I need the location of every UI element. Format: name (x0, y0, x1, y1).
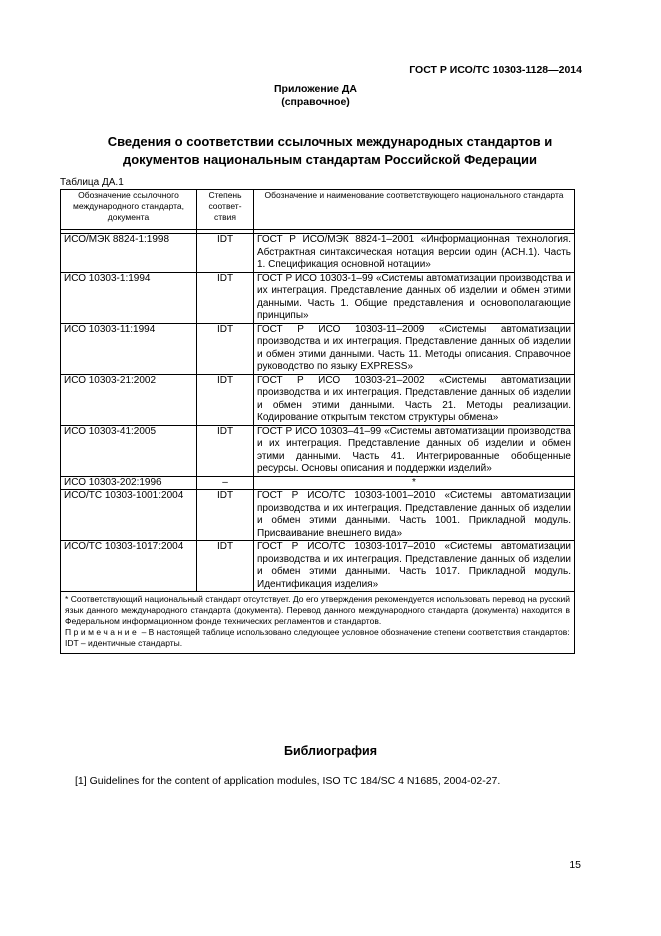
cell-national: ГОСТ Р ИСО/МЭК 8824-1–2001 «Информационная технология. Абстрактная синтаксическая нотация версии один (АСН.1). Часть 1. Спецификация основной нотации» (254, 234, 575, 273)
note-label: Примечание (65, 627, 140, 637)
cell-ref: ИСО/ТС 10303-1001:2004 (61, 490, 197, 541)
cell-degree: IDT (197, 490, 254, 541)
cell-ref: ИСО 10303-11:1994 (61, 323, 197, 374)
section-title (60, 133, 600, 169)
cell-degree: – (197, 476, 254, 490)
cell-ref: ИСО 10303-21:2002 (61, 374, 197, 425)
cell-degree: IDT (197, 272, 254, 323)
table-row (61, 541, 575, 592)
cell-ref: ИСО 10303-1:1994 (61, 272, 197, 323)
table-row (61, 476, 575, 490)
table-row (61, 425, 575, 476)
cell-national: ГОСТ Р ИСО 10303-11–2009 «Системы автоматизации производства и их интеграция. Представление данных об изделии и обмен этими данными. Часть 11. Методы описания. Справочное руководство по языку EXPRESS» (254, 323, 575, 374)
header-national: Обозначение и наименование соответствующего национального стандарта (254, 190, 575, 230)
cell-ref: ИСО/ТС 10303-1017:2004 (61, 541, 197, 592)
cell-national: ГОСТ Р ИСО/ТС 10303-1001–2010 «Системы автоматизации производства и их интеграция. Представление данных об изделии и обмен этими данными. Часть 1001. Прикладной модуль. Присваивание внешнего вида» (254, 490, 575, 541)
table-row (61, 374, 575, 425)
note-idt: IDT – идентичные стандарты. (65, 638, 183, 648)
note-text: – В настоящей таблице использовано следующее условное обозначение степени соответствия стандартов: (139, 627, 570, 637)
cell-national: ГОСТ Р ИСО 10303-21–2002 «Системы автоматизации производства и их интеграция. Представление данных об изделии и обмен этими данными. Часть 21. Методы реализации. Кодирование открытым текстом структуры обмена» (254, 374, 575, 425)
cell-ref: ИСО 10303-202:1996 (61, 476, 197, 490)
cell-degree: IDT (197, 541, 254, 592)
table-row (61, 490, 575, 541)
table-row (61, 272, 575, 323)
cell-national: ГОСТ Р ИСО 10303–41–99 «Системы автоматизации производства и их интеграция. Представление данных об изделии и обмен этими данными. Часть 41. Интегрированные обобщенные ресурсы. Основы описания и поддержки изделий» (254, 425, 575, 476)
cell-degree: IDT (197, 374, 254, 425)
document-code: ГОСТ Р ИСО/ТС 10303-1128—2014 (409, 64, 582, 76)
table-header-row (61, 190, 575, 230)
table-notes-row (61, 592, 575, 654)
cell-ref: ИСО/МЭК 8824-1:1998 (61, 234, 197, 273)
bibliography-item: [1] Guidelines for the content of application modules, ISO TC 184/SC 4 N1685, 2004-02-27. (75, 775, 501, 787)
cell-degree: IDT (197, 323, 254, 374)
cell-national: ГОСТ Р ИСО/ТС 10303-1017–2010 «Системы автоматизации производства и их интеграция. Представление данных об изделии и обмен этими данными. Часть 1017. Прикладной модуль. Идентификация изделия» (254, 541, 575, 592)
section-title-line-2: документов национальным стандартам Российской Федерации (122, 152, 538, 167)
table-row (61, 234, 575, 273)
cell-ref: ИСО 10303-41:2005 (61, 425, 197, 476)
appendix-heading (0, 83, 631, 109)
bibliography-title: Библиография (283, 744, 378, 758)
table-footnote: * Соответствующий национальный стандарт отсутствует. До его утверждения рекомендуется использовать перевод на русский язык данного международного стандарта (документа). Перевод данного международного стандарта (документа) находится в Федеральном информационном фонде технических регламентов и стандартов. (65, 594, 570, 626)
appendix-subtitle: (справочное) (281, 96, 350, 108)
header-degree: Степень соответ-ствия (197, 190, 254, 230)
cell-degree: IDT (197, 425, 254, 476)
table-caption: Таблица ДА.1 (60, 177, 124, 188)
table-row (61, 323, 575, 374)
section-title-line-1: Сведения о соответствии ссылочных международных стандартов и (107, 134, 553, 149)
table-note (65, 627, 570, 638)
header-ref: Обозначение ссылочного международного стандарта, документа (61, 190, 197, 230)
correspondence-table (60, 189, 575, 654)
cell-national: ГОСТ Р ИСО 10303-1–99 «Системы автоматизации производства и их интеграция. Представление данных об изделии и обмен этими данными. Часть 1. Общие представления и основополагающие принципы» (254, 272, 575, 323)
appendix-title: Приложение ДА (274, 83, 357, 95)
cell-national: * (254, 476, 575, 490)
table-notes (61, 592, 575, 654)
page-number: 15 (569, 859, 581, 871)
cell-degree: IDT (197, 234, 254, 273)
